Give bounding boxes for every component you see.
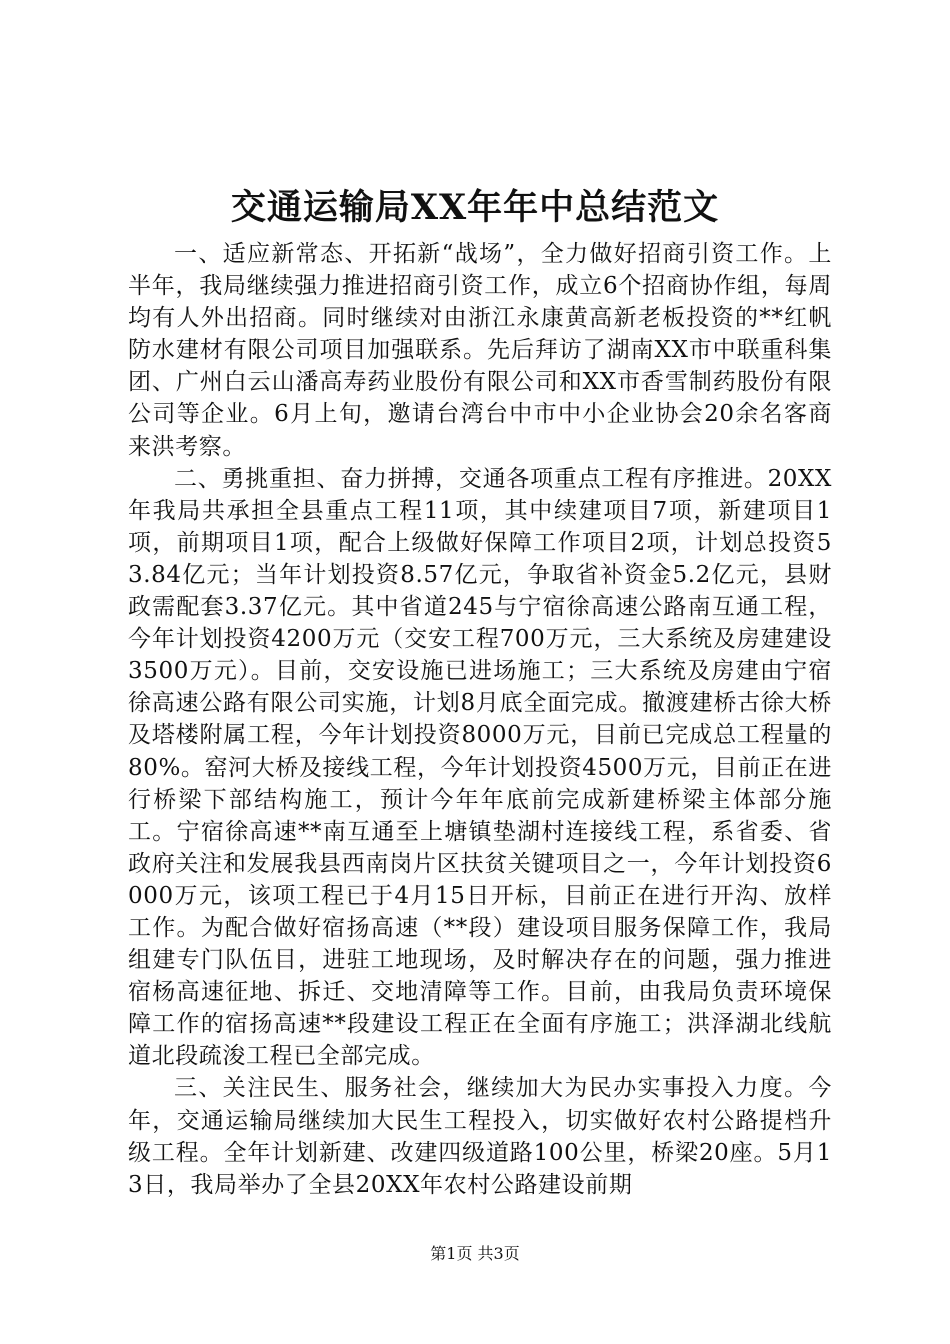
paragraph-3: 三、关注民生、服务社会，继续加大为民办实事投入力度。今年，交通运输局继续加大民生工程投入，切实做好农村公路提档升级工程。全年计划新建、改建四级道路100公里，桥梁20座。5月13日，我局举办了全县20XX年农村公路建设前期: [128, 1075, 832, 1198]
page-number-footer: 第1页 共3页: [430, 1244, 520, 1263]
document-title: 交通运输局XX年年中总结范文: [230, 187, 720, 228]
document-body: [128, 238, 832, 1201]
paragraph-1: 一、适应新常态、开拓新“战场”，全力做好招商引资工作。上半年，我局继续强力推进招商引资工作，成立6个招商协作组，每周均有人外出招商。同时继续对由浙江永康黄高新老板投资的**红帆防水建材有限公司项目加强联系。先后拜访了湖南XX市中联重科集团、广州白云山潘高寿药业股份有限公司和XX市香雪制药股份有限公司等企业。6月上旬，邀请台湾台中市中小企业协会20余名客商来洪考察。: [128, 241, 832, 460]
paragraph-2: 二、勇挑重担、奋力拼搏，交通各项重点工程有序推进。20XX年我局共承担全县重点工程11项，其中续建项目7项，新建项目1项，前期项目1项，配合上级做好保障工作项目2项，计划总投资53.84亿元；当年计划投资8.57亿元，争取省补资金5.2亿元，县财政需配套3.37亿元。其中省道245与宁宿徐高速公路南互通工程，今年计划投资4200万元（交安工程700万元，三大系统及房建建设3500万元）。目前，交安设施已进场施工；三大系统及房建由宁宿徐高速公路有限公司实施，计划8月底全面完成。撤渡建桥古徐大桥及塔楼附属工程，今年计划投资8000万元，目前已完成总工程量的80%。窑河大桥及接线工程，今年计划投资4500万元，目前正在进行桥梁下部结构施工，预计今年年底前完成新建桥梁主体部分施工。宁宿徐高速**南互通至上塘镇垫湖村连接线工程，系省委、省政府关注和发展我县西南岗片区扶贫关键项目之一，今年计划投资6000万元，该项工程已于4月15日开标，目前正在进行开沟、放样工作。为配合做好宿扬高速（**段）建设项目服务保障工作，我局组建专门队伍目，进驻工地现场，及时解决存在的问题，强力推进宿杨高速征地、拆迁、交地清障等工作。目前，由我局负责环境保障工作的宿扬高速**段建设工程正在全面有序施工；洪泽湖北线航道北段疏浚工程已全部完成。: [128, 465, 832, 1070]
